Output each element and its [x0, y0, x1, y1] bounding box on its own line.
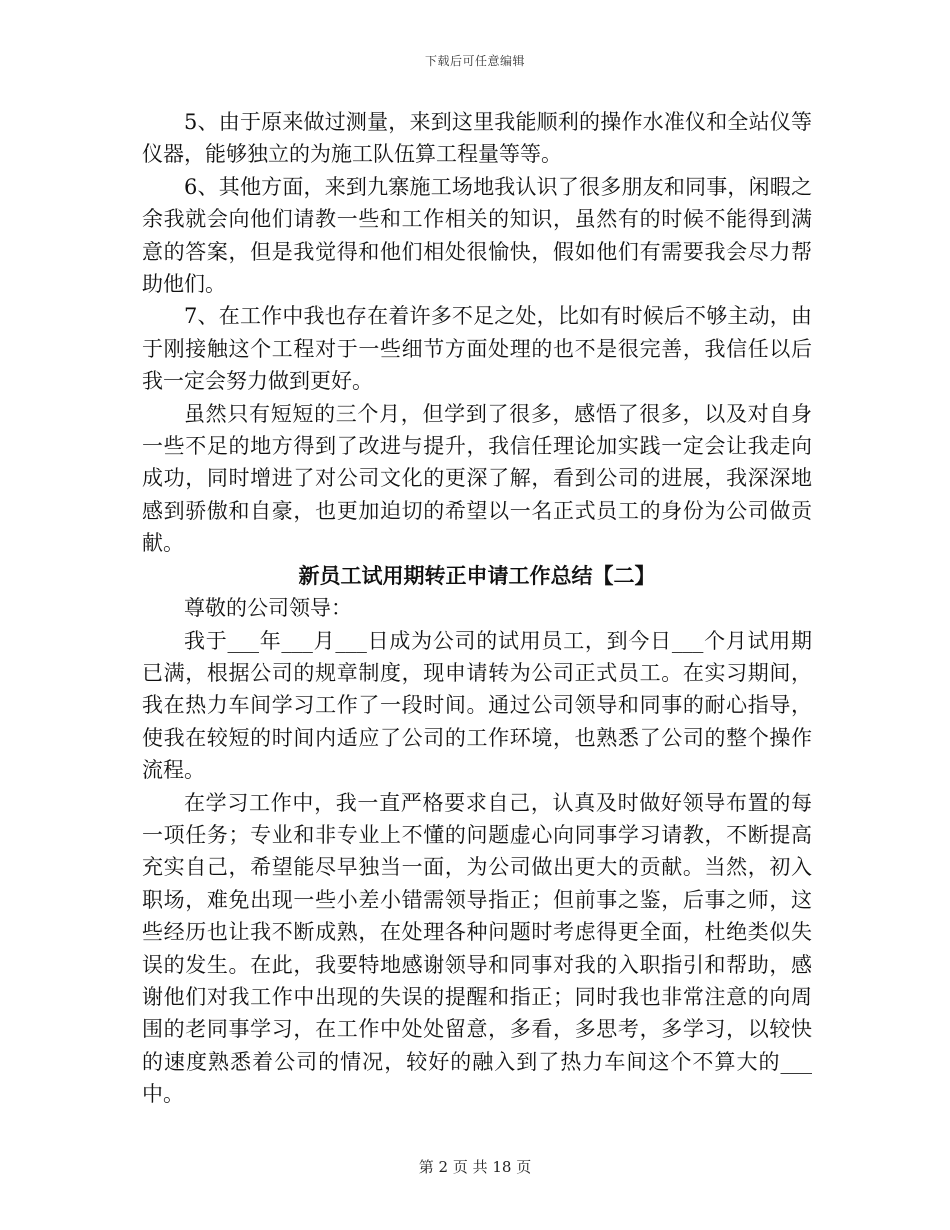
salutation: 尊敬的公司领导： [184, 596, 352, 621]
section-title: 新员工试用期转正申请工作总结【二】 [298, 562, 656, 588]
page-footer: 第 2 页 共 18 页 [418, 1158, 532, 1176]
paragraph-item-6: 6、其他方面，来到九寨施工场地我认识了很多朋友和同事，闲暇之余我就会向他们请教一些和工作相关的知识，虽然有的时候不能得到满意的答案，但是我觉得和他们相处很愉快，假如他们有需要我会尽力帮助他们。 [142, 174, 812, 297]
paragraph-learning: 在学习工作中，我一直严格要求自己，认真及时做好领导布置的每一项任务；专业和非专业上不懂的问题虚心向同事学习请教，不断提高充实自己，希望能尽早独当一面，为公司做出更大的贡献。当然，初入职场，难免出现一些小差小错需领导指正；但前事之鉴，后事之师，这些经历也让我不断成熟，在处理各种问题时考虑得更全面，杜绝类似失误的发生。在此，我要特地感谢领导和同事对我的入职指引和帮助，感谢他们对我工作中出现的失误的提醒和指正；同时我也非常注意的向周围的老同事学习，在工作中处处留意，多看，多思考，多学习，以较快的速度熟悉着公司的情况，较好的融入到了热力车间这个不算大的___中。 [142, 790, 812, 1107]
paragraph-item-7: 7、在工作中我也存在着许多不足之处，比如有时候后不够主动，由于刚接触这个工程对于一些细节方面处理的也不是很完善，我信任以后我一定会努力做到更好。 [142, 304, 812, 394]
paragraph-conclusion: 虽然只有短短的三个月，但学到了很多，感悟了很多，以及对自身一些不足的地方得到了改进与提升，我信任理论加实践一定会让我走向成功，同时增进了对公司文化的更深了解，看到公司的进展，我深深地感到骄傲和自豪，也更加迫切的希望以一名正式员工的身份为公司做贡献。 [142, 401, 812, 556]
paragraph-application: 我于___年___月___日成为公司的试用员工，到今日___个月试用期已满，根据公司的规章制度，现申请转为公司正式员工。在实习期间，我在热力车间学习工作了一段时间。通过公司领导和同事的耐心指导，使我在较短的时间内适应了公司的工作环境，也熟悉了公司的整个操作流程。 [142, 628, 812, 783]
paragraph-item-5: 5、由于原来做过测量，来到这里我能顺利的操作水准仪和全站仪等仪器，能够独立的为施工队伍算工程量等等。 [142, 110, 812, 167]
page-header: 下载后可任意编辑 [424, 54, 525, 68]
document-body [142, 106, 812, 1111]
